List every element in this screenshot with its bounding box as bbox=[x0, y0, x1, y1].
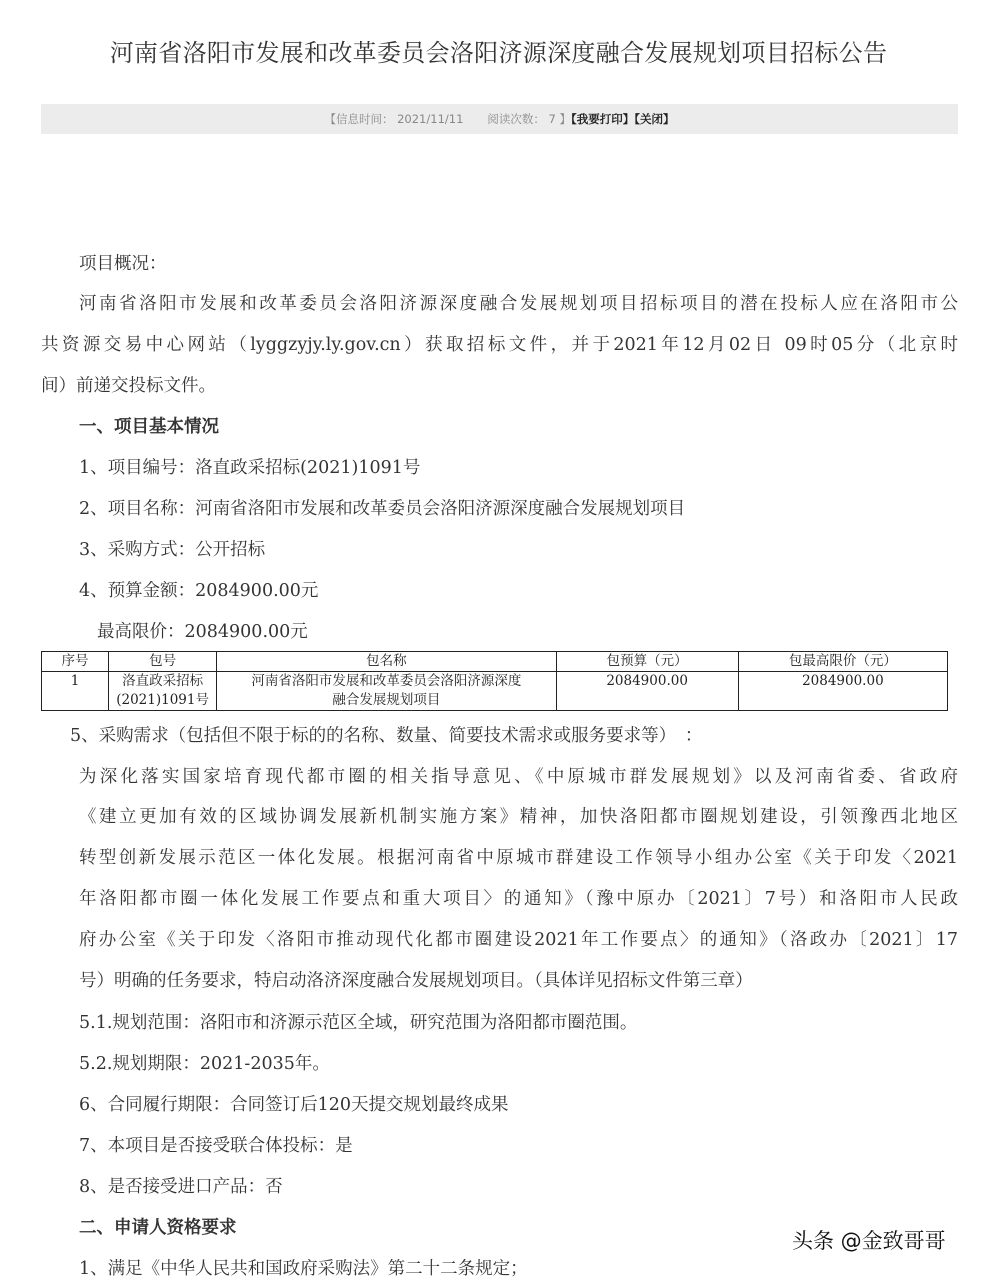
budget-amount: 4、预算金额：2084900.00元 bbox=[79, 581, 319, 601]
planning-period: 5.2.规划期限：2021-2035年。 bbox=[79, 1054, 330, 1074]
package-table bbox=[41, 651, 948, 711]
requirements-text-line: 府办公室《关于印发〈洛阳市推动现代化都市圈建设2021年工作要点〉的通知》（洛政办〔2021〕17 bbox=[79, 930, 958, 950]
package-code-line: (2021)1091号 bbox=[116, 692, 209, 708]
max-price: 最高限价：2084900.00元 bbox=[97, 622, 308, 642]
table-row bbox=[42, 672, 948, 711]
close-button[interactable]: 【关闭】 bbox=[634, 112, 675, 126]
contract-period: 6、合同履行期限：合同签订后120天提交规划最终成果 bbox=[79, 1095, 509, 1115]
requirements-text-line: 《建立更加有效的区域协调发展新机制实施方案》精神，加快洛阳都市圈规划建设，引领豫西北地区 bbox=[79, 807, 958, 827]
package-max-price-cell: 2084900.00 bbox=[738, 672, 947, 711]
requirements-text-line: 为深化落实国家培育现代都市圈的相关指导意见、《中原城市群发展规划》以及河南省委、省政府 bbox=[79, 767, 958, 787]
imported-products: 8、是否接受进口产品：否 bbox=[79, 1177, 283, 1197]
print-button[interactable]: 【我要打印】 bbox=[571, 112, 635, 126]
info-bar bbox=[41, 104, 958, 134]
requirements-text-line: 年洛阳都市圈一体化发展工作要点和重大项目〉的通知》（豫中原办〔2021〕7号）和洛阳市人民政 bbox=[79, 889, 958, 909]
view-count: 阅读次数： 7 】 bbox=[487, 112, 572, 126]
header-cell: 包号 bbox=[109, 652, 217, 672]
page-title: 河南省洛阳市发展和改革委员会洛阳济源深度融合发展规划项目招标公告 bbox=[109, 39, 888, 67]
overview-text-line: 共资源交易中心网站（lyggzyjy.ly.gov.cn）获取招标文件，并于2021年12月02日 09时05分（北京时 bbox=[41, 335, 958, 355]
header-cell: 包名称 bbox=[217, 652, 556, 672]
requirements-text-line: 号）明确的任务要求，特启动洛济深度融合发展规划项目。（具体详见招标文件第三章） bbox=[79, 971, 753, 991]
package-code-cell bbox=[109, 672, 217, 711]
watermark: 头条 @金致哥哥 bbox=[792, 1229, 946, 1253]
overview-heading: 项目概况： bbox=[79, 254, 167, 274]
overview-text-line: 河南省洛阳市发展和改革委员会洛阳济源深度融合发展规划项目招标项目的潜在投标人应在洛阳市公 bbox=[79, 294, 958, 314]
row-number-cell: 1 bbox=[42, 672, 109, 711]
section-heading-basic-info: 一、项目基本情况 bbox=[79, 417, 219, 437]
consortium-bidding: 7、本项目是否接受联合体投标：是 bbox=[79, 1136, 353, 1156]
package-name-cell bbox=[217, 672, 556, 711]
planning-scope: 5.1.规划范围：洛阳市和济源示范区全域，研究范围为洛阳都市圈范围。 bbox=[79, 1013, 638, 1033]
package-name-line: 河南省洛阳市发展和改革委员会洛阳济源深度 bbox=[251, 673, 522, 689]
procurement-method: 3、采购方式：公开招标 bbox=[79, 540, 266, 560]
requirements-text-line: 转型创新发展示范区一体化发展。根据河南省中原城市群建设工作领导小组办公室《关于印发〈2021 bbox=[79, 848, 958, 868]
package-budget-cell: 2084900.00 bbox=[556, 672, 738, 711]
header-cell: 包最高限价（元） bbox=[738, 652, 947, 672]
package-code-line: 洛直政采招标 bbox=[122, 673, 204, 689]
project-number: 1、项目编号：洛直政采招标(2021)1091号 bbox=[79, 458, 421, 478]
qualification-item: 1、满足《中华人民共和国政府采购法》第二十二条规定； bbox=[79, 1259, 528, 1279]
publish-time: 【信息时间： 2021/11/11 bbox=[324, 112, 464, 126]
section-heading-qualifications: 二、申请人资格要求 bbox=[79, 1218, 237, 1238]
package-name-line: 融合发展规划项目 bbox=[332, 692, 441, 708]
table-header-row bbox=[42, 652, 948, 672]
header-cell: 包预算（元） bbox=[556, 652, 738, 672]
header-cell: 序号 bbox=[42, 652, 109, 672]
project-name: 2、项目名称：河南省洛阳市发展和改革委员会洛阳济源深度融合发展规划项目 bbox=[79, 499, 686, 519]
procurement-requirements-heading: 5、采购需求（包括但不限于标的的名称、数量、简要技术需求或服务要求等） ： bbox=[70, 726, 703, 746]
overview-text-line: 间）前递交投标文件。 bbox=[41, 376, 216, 396]
